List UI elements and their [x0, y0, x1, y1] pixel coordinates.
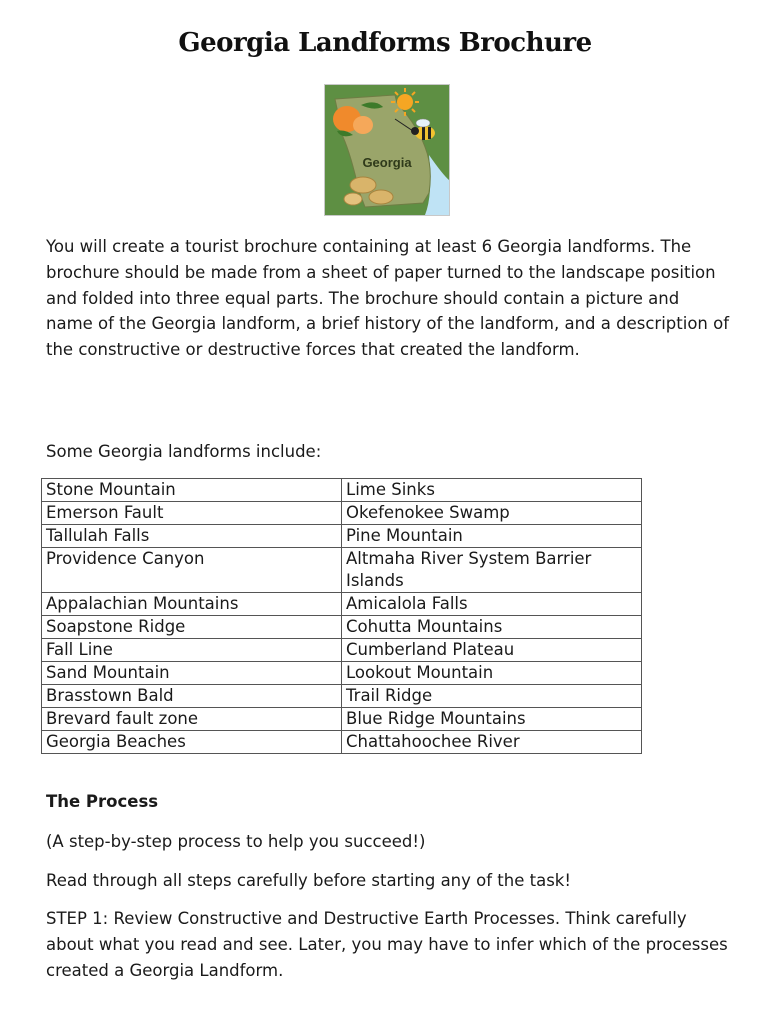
intro-paragraph: You will create a tourist brochure containing at least 6 Georgia landforms. The brochure should be made from a sheet of paper turned to the landscape position and folded into three equal parts. The brochure should contain a picture and name of the Georgia landform, a brief history of the landform, and a description of the constructive or destructive forces that created the landform. — [46, 237, 730, 360]
table-cell: Altmaha River System Barrier Islands — [342, 548, 642, 593]
table-cell: Amicalola Falls — [342, 593, 642, 616]
table-row — [42, 479, 642, 502]
landforms-intro: Some Georgia landforms include: — [46, 442, 322, 461]
landforms-table — [41, 478, 642, 754]
process-heading: The Process — [46, 792, 159, 811]
table-cell: Emerson Fault — [42, 502, 342, 525]
table-row — [42, 548, 642, 593]
table-cell: Sand Mountain — [42, 662, 342, 685]
table-row — [42, 616, 642, 639]
step-1-paragraph: STEP 1: Review Constructive and Destructive Earth Processes. Think carefully about what you read and see. Later, you may have to infer which of the processes created a Georgia Landform. — [46, 909, 728, 980]
georgia-map-illustration — [325, 85, 449, 215]
table-cell: Cohutta Mountains — [342, 616, 642, 639]
process-instruction: Read through all steps carefully before starting any of the task! — [46, 871, 571, 890]
logo-label: Georgia — [362, 155, 412, 170]
table-cell: Tallulah Falls — [42, 525, 342, 548]
table-row — [42, 708, 642, 731]
table-cell: Providence Canyon — [42, 548, 342, 593]
table-cell: Pine Mountain — [342, 525, 642, 548]
page-title: Georgia Landforms Brochure — [178, 28, 592, 58]
table-row — [42, 685, 642, 708]
table-row — [42, 525, 642, 548]
table-cell: Okefenokee Swamp — [342, 502, 642, 525]
table-cell: Appalachian Mountains — [42, 593, 342, 616]
table-row — [42, 593, 642, 616]
table-cell: Stone Mountain — [42, 479, 342, 502]
sun-icon — [397, 94, 413, 110]
table-cell: Soapstone Ridge — [42, 616, 342, 639]
table-cell: Brevard fault zone — [42, 708, 342, 731]
table-cell: Brasstown Bald — [42, 685, 342, 708]
table-cell: Chattahoochee River — [342, 731, 642, 754]
table-cell: Georgia Beaches — [42, 731, 342, 754]
table-cell: Blue Ridge Mountains — [342, 708, 642, 731]
table-cell: Lime Sinks — [342, 479, 642, 502]
table-row — [42, 662, 642, 685]
process-subtitle: (A step-by-step process to help you succeed!) — [46, 832, 426, 851]
table-cell: Cumberland Plateau — [342, 639, 642, 662]
table-cell: Lookout Mountain — [342, 662, 642, 685]
table-cell: Fall Line — [42, 639, 342, 662]
georgia-logo-image — [324, 84, 450, 216]
table-cell: Trail Ridge — [342, 685, 642, 708]
table-row — [42, 639, 642, 662]
table-row — [42, 731, 642, 754]
table-row — [42, 502, 642, 525]
